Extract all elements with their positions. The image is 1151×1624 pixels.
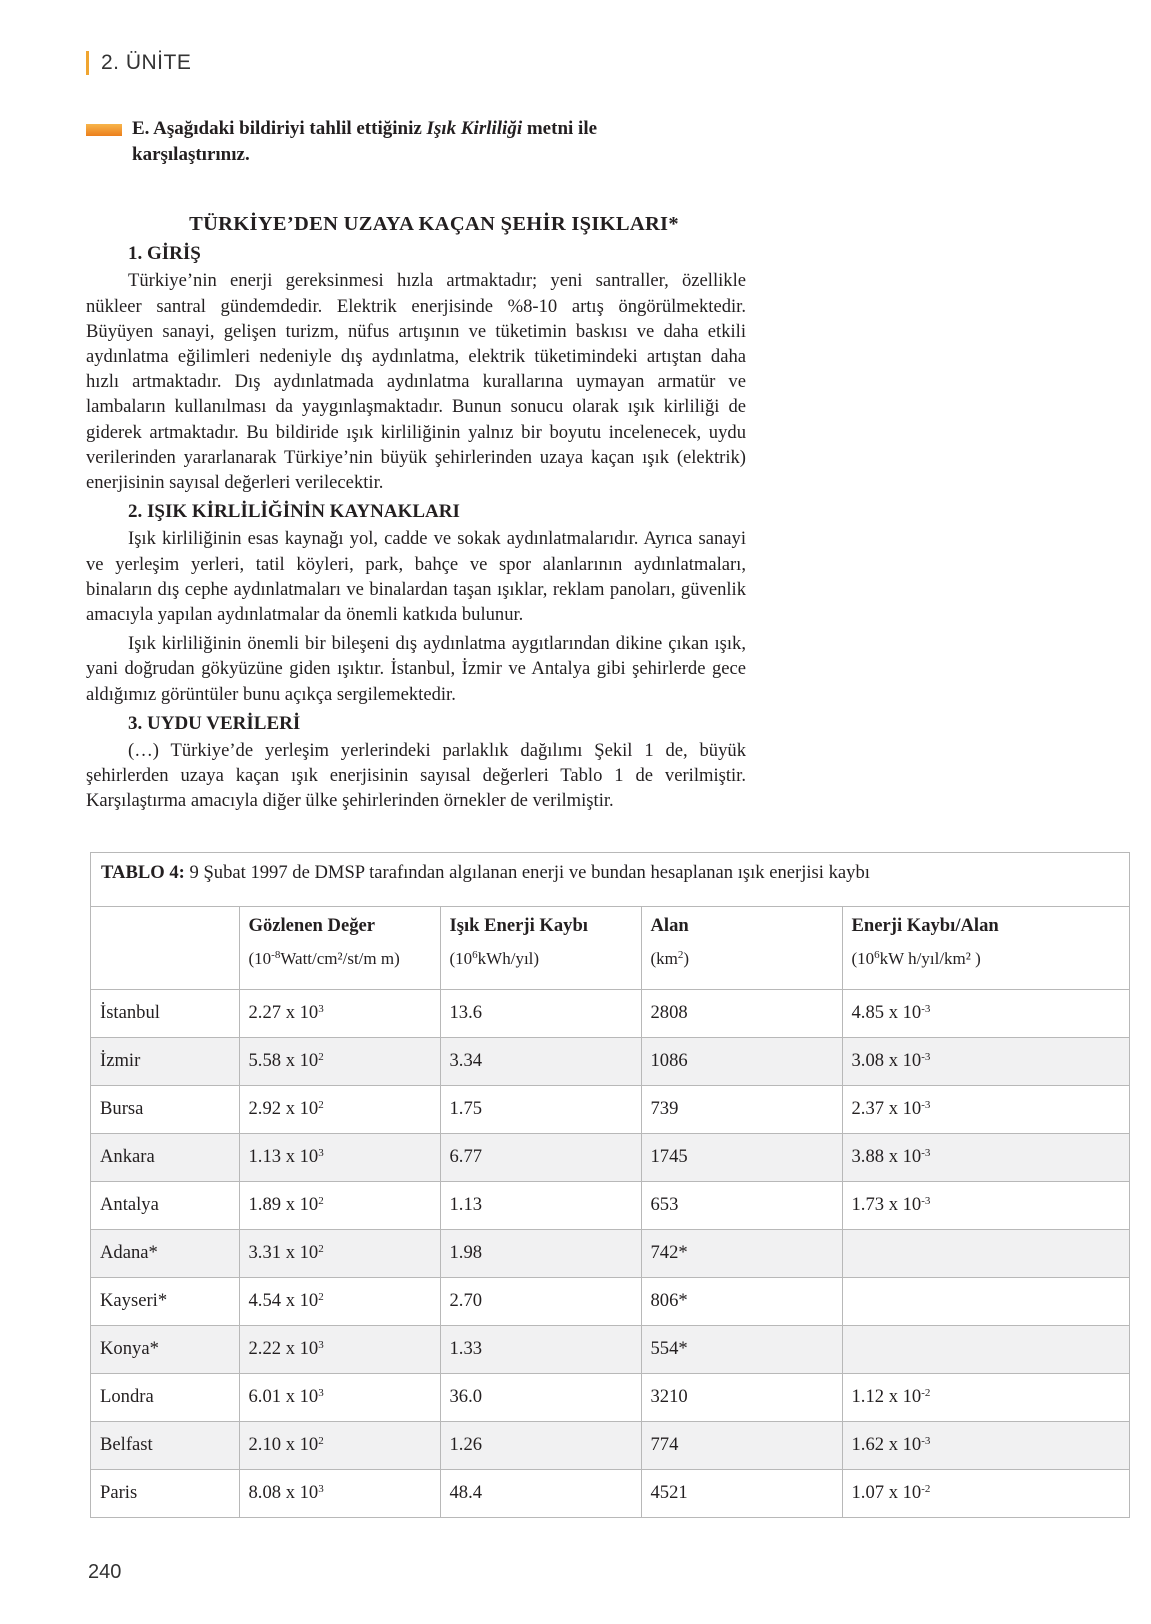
- table-cell: [641, 1277, 842, 1325]
- column-title: Alan: [650, 915, 689, 936]
- table-caption: [91, 853, 1129, 907]
- table-body: [91, 989, 1129, 1517]
- cell-value: 2.10 x 10: [248, 1433, 319, 1455]
- table-cell: [91, 1421, 239, 1469]
- cell-value: 13.6: [449, 1001, 483, 1023]
- table-caption-text: 9 Şubat 1997 de DMSP tarafından algılanan enerji ve bundan hesaplanan ışık enerjisi kaybı: [184, 862, 870, 883]
- cell-value: 4521: [650, 1481, 688, 1503]
- section-heading: 3. UYDU VERİLERİ: [128, 712, 301, 734]
- table-cell: [440, 1181, 641, 1229]
- table-cell: [842, 1421, 1129, 1469]
- task-italic: Işık Kirliliği: [426, 118, 523, 139]
- table-row: [91, 1229, 1129, 1277]
- cell-value: 1.13: [449, 1193, 483, 1215]
- cell-value: 1.75: [449, 1097, 483, 1119]
- table-cell: [440, 1421, 641, 1469]
- task-marker-icon: [86, 124, 122, 136]
- cell-exponent: -3: [921, 1002, 931, 1015]
- table-cell: [440, 1325, 641, 1373]
- table-header-row: [91, 907, 1129, 989]
- cell-exponent: -3: [921, 1146, 931, 1159]
- cell-value: 1.62 x 10: [851, 1433, 922, 1455]
- cell-value: 1.73 x 10: [851, 1193, 922, 1215]
- table-cell: [440, 1229, 641, 1277]
- unit-text: kWh/yıl): [477, 949, 540, 968]
- cell-exponent: 3: [318, 1338, 324, 1351]
- table-cell: [91, 1277, 239, 1325]
- column-header: [641, 907, 842, 989]
- table-cell: [842, 1229, 1129, 1277]
- table-cell: [842, 1469, 1129, 1517]
- table-cell: [842, 1277, 1129, 1325]
- unit-accent-bar: [86, 51, 89, 75]
- table-cell: [440, 1277, 641, 1325]
- table-cell: [239, 1133, 440, 1181]
- table-row: [91, 1085, 1129, 1133]
- cell-value: 739: [650, 1097, 679, 1119]
- unit-text: (10: [851, 949, 875, 968]
- table-cell: [91, 1373, 239, 1421]
- cell-exponent: -3: [921, 1050, 931, 1063]
- cell-value: 774: [650, 1433, 679, 1455]
- cell-exponent: -2: [921, 1386, 931, 1399]
- section-heading: 2. IŞIK KİRLİLİĞİNİN KAYNAKLARI: [128, 501, 460, 523]
- cell-value: 2.92 x 10: [248, 1097, 319, 1119]
- cell-exponent: -3: [921, 1098, 931, 1111]
- cell-value: Bursa: [100, 1097, 144, 1119]
- cell-value: Londra: [100, 1385, 154, 1407]
- cell-value: 3.88 x 10: [851, 1145, 922, 1167]
- table-cell: [239, 1373, 440, 1421]
- unit-text: ): [683, 949, 690, 968]
- cell-exponent: -2: [921, 1482, 931, 1495]
- table-cell: [239, 1037, 440, 1085]
- cell-value: 3.31 x 10: [248, 1241, 319, 1263]
- cell-exponent: 3: [318, 1146, 324, 1159]
- column-header: [842, 907, 1129, 989]
- cell-exponent: 3: [318, 1002, 324, 1015]
- cell-value: Ankara: [100, 1145, 155, 1167]
- unit-exponent: -8: [271, 949, 281, 961]
- table-cell: [440, 1085, 641, 1133]
- cell-exponent: 3: [318, 1386, 324, 1399]
- cell-value: 1086: [650, 1049, 688, 1071]
- cell-value: 1.33: [449, 1337, 483, 1359]
- table-cell: [91, 1133, 239, 1181]
- task-prefix: E. Aşağıdaki bildiriyi tahlil ettiğiniz: [132, 118, 427, 139]
- cell-value: Kayseri*: [100, 1289, 168, 1311]
- table-cell: [91, 1037, 239, 1085]
- table-grid: [91, 907, 1129, 1517]
- cell-value: 742*: [650, 1241, 688, 1263]
- cell-value: 6.01 x 10: [248, 1385, 319, 1407]
- cell-value: İzmir: [100, 1049, 141, 1071]
- table-cell: [239, 1469, 440, 1517]
- cell-value: 653: [650, 1193, 679, 1215]
- column-unit: [852, 949, 1121, 969]
- table-cell: [239, 1181, 440, 1229]
- table-cell: [440, 989, 641, 1037]
- cell-value: 2.70: [449, 1289, 483, 1311]
- unit-text: (10: [248, 949, 272, 968]
- table-cell: [641, 1037, 842, 1085]
- paragraph: (…) Türkiye’de yerleşim yerlerindeki parlaklık dağılımı Şekil 1 de, büyük şehirlerden uzaya kaçan ışık enerjisinin sayısal değerleri Tablo 1 de verilmiştir. Karşılaştırma amacıyla diğer ülke şehirlerinden örnekler de verilmiştir.: [86, 740, 746, 812]
- paragraph: Işık kirliliğinin önemli bir bileşeni dış aydınlatma aygıtlarından dikine çıkan ışık, yani doğrudan gökyüzüne giden ışıktır. İstanbul, İzmir ve Antalya gibi şehirlerde gece aldığımız görüntüler bunu açıkça sergilemektedir.: [86, 633, 746, 705]
- cell-exponent: -3: [921, 1434, 931, 1447]
- cell-value: 2.37 x 10: [851, 1097, 922, 1119]
- table-cell: [641, 1181, 842, 1229]
- cell-exponent: 2: [318, 1098, 324, 1111]
- cell-value: 1.13 x 10: [248, 1145, 319, 1167]
- table-cell: [239, 1325, 440, 1373]
- unit-header: [86, 50, 191, 76]
- cell-value: Adana*: [100, 1241, 158, 1263]
- cell-value: 3.34: [449, 1049, 483, 1071]
- table-cell: [91, 1469, 239, 1517]
- table-cell: [91, 1229, 239, 1277]
- table-cell: [91, 1181, 239, 1229]
- cell-value: 5.58 x 10: [248, 1049, 319, 1071]
- cell-value: 1.98: [449, 1241, 483, 1263]
- cell-value: 48.4: [449, 1481, 483, 1503]
- task-text: [132, 116, 726, 168]
- table-cell: [842, 1181, 1129, 1229]
- paragraph: Türkiye’nin enerji gereksinmesi hızla artmaktadır; yeni santraller, özellikle nükleer santral gündemdedir. Elektrik enerjisinde %8-10 artış öngörülmektedir. Büyüyen sanayi, gelişen turizm, nüfus artışının ve tüketimin baskısı ve daha etkili aydınlatma eğilimleri nedeniyle dış aydınlatma, elektrik tüketimindeki artıştan daha hızlı artmaktadır. Dış aydınlatmada aydınlatma kurallarına uymayan armatür ve lambaların kullanılması da yaygınlaşmaktadır. Bunun sonucu olarak ışık kirliliği de giderek artmaktadır. Bu bildiride ışık kirliliğinin yalnız bir boyutu incelenecek, uydu verilerinden yararlanarak Türkiye’nin büyük şehirlerinden uzaya kaçan ışık (elektrik) enerjisinin sayısal değerleri verilecektir.: [86, 270, 746, 494]
- cell-value: 4.54 x 10: [248, 1289, 319, 1311]
- task-suffix: metni ile: [522, 118, 598, 139]
- unit-text: kW h/yıl/km² ): [879, 949, 981, 968]
- table-cell: [239, 1229, 440, 1277]
- table-row: [91, 1181, 1129, 1229]
- table-cell: [91, 1085, 239, 1133]
- cell-value: 554*: [650, 1337, 688, 1359]
- table-cell: [641, 1325, 842, 1373]
- cell-exponent: 2: [318, 1290, 324, 1303]
- table-row: [91, 1469, 1129, 1517]
- cell-value: 1.26: [449, 1433, 483, 1455]
- cell-value: 2.27 x 10: [248, 1001, 319, 1023]
- cell-value: 1.12 x 10: [851, 1385, 922, 1407]
- table-caption-label: TABLO 4:: [101, 862, 185, 883]
- cell-value: 3210: [650, 1385, 688, 1407]
- table-cell: [641, 1229, 842, 1277]
- cell-value: Belfast: [100, 1433, 153, 1455]
- cell-value: 1.07 x 10: [851, 1481, 922, 1503]
- cell-value: 36.0: [449, 1385, 483, 1407]
- table-row: [91, 1277, 1129, 1325]
- column-header: [91, 907, 239, 989]
- unit-exponent: 6: [472, 949, 478, 961]
- table-cell: [842, 1085, 1129, 1133]
- table-cell: [91, 1325, 239, 1373]
- unit-exponent: 6: [874, 949, 880, 961]
- table-cell: [440, 1133, 641, 1181]
- table-cell: [91, 989, 239, 1037]
- cell-value: 4.85 x 10: [851, 1001, 922, 1023]
- table-cell: [641, 1373, 842, 1421]
- cell-value: 1.89 x 10: [248, 1193, 319, 1215]
- table-cell: [239, 989, 440, 1037]
- cell-value: 8.08 x 10: [248, 1481, 319, 1503]
- column-unit: [249, 949, 431, 969]
- table-cell: [641, 1133, 842, 1181]
- cell-exponent: 3: [318, 1482, 324, 1495]
- table-cell: [641, 1085, 842, 1133]
- task-line2: karşılaştırınız.: [132, 144, 250, 165]
- unit-title: 2. ÜNİTE: [101, 51, 192, 74]
- table-cell: [842, 1037, 1129, 1085]
- cell-value: Konya*: [100, 1337, 159, 1359]
- cell-exponent: -3: [921, 1194, 931, 1207]
- cell-value: 2.22 x 10: [248, 1337, 319, 1359]
- table-cell: [641, 1421, 842, 1469]
- table-cell: [842, 989, 1129, 1037]
- table-cell: [239, 1277, 440, 1325]
- section-heading: 1. GİRİŞ: [128, 243, 201, 265]
- unit-text: (10: [449, 949, 473, 968]
- table-cell: [239, 1421, 440, 1469]
- table-cell: [440, 1037, 641, 1085]
- cell-value: 6.77: [449, 1145, 483, 1167]
- column-title: Gözlenen Değer: [248, 915, 375, 936]
- data-table: [90, 852, 1130, 1518]
- cell-value: Paris: [100, 1481, 138, 1503]
- cell-value: 2808: [650, 1001, 688, 1023]
- table-cell: [842, 1373, 1129, 1421]
- unit-exponent: 2: [677, 949, 684, 961]
- table-cell: [239, 1085, 440, 1133]
- table-row: [91, 1421, 1129, 1469]
- table-row: [91, 1133, 1129, 1181]
- task-instruction: [86, 116, 726, 168]
- paragraph: Işık kirliliğinin esas kaynağı yol, cadde ve sokak aydınlatmalarıdır. Ayrıca sanayi ve yerleşim yerleri, tatil köyleri, park, bahçe ve spor alanlarının aydınlatmaları, binaların dış cephe aydınlatmaları ve binalardan taşan ışıklar, reklam panoları, güvenlik amacıyla yapılan aydınlatmalar da önemli katkıda bulunur.: [86, 528, 746, 626]
- page-number: 240: [88, 1561, 122, 1583]
- cell-value: Antalya: [100, 1193, 159, 1215]
- table-cell: [842, 1133, 1129, 1181]
- table-cell: [440, 1469, 641, 1517]
- table-cell: [842, 1325, 1129, 1373]
- column-header: [440, 907, 641, 989]
- cell-exponent: 2: [318, 1242, 324, 1255]
- table-row: [91, 1037, 1129, 1085]
- column-unit: [651, 949, 833, 969]
- table-cell: [641, 989, 842, 1037]
- table-cell: [440, 1373, 641, 1421]
- column-unit: [450, 949, 632, 969]
- cell-value: 806*: [650, 1289, 688, 1311]
- cell-value: İstanbul: [100, 1001, 160, 1023]
- column-title: Enerji Kaybı/Alan: [851, 915, 999, 936]
- table-row: [91, 1373, 1129, 1421]
- column-header: [239, 907, 440, 989]
- table-cell: [641, 1469, 842, 1517]
- cell-exponent: 2: [318, 1050, 324, 1063]
- column-title: Işık Enerji Kaybı: [449, 915, 588, 936]
- table-row: [91, 989, 1129, 1037]
- cell-value: 1745: [650, 1145, 688, 1167]
- cell-exponent: 2: [318, 1434, 324, 1447]
- unit-text: (km: [650, 949, 678, 968]
- article: [86, 212, 746, 818]
- table-head: [91, 907, 1129, 989]
- table-row: [91, 1325, 1129, 1373]
- unit-text: Watt/cm²/st/m m): [280, 949, 400, 968]
- article-title: TÜRKİYE’DEN UZAYA KAÇAN ŞEHİR IŞIKLARI*: [189, 213, 679, 235]
- cell-exponent: 2: [318, 1194, 324, 1207]
- cell-value: 3.08 x 10: [851, 1049, 922, 1071]
